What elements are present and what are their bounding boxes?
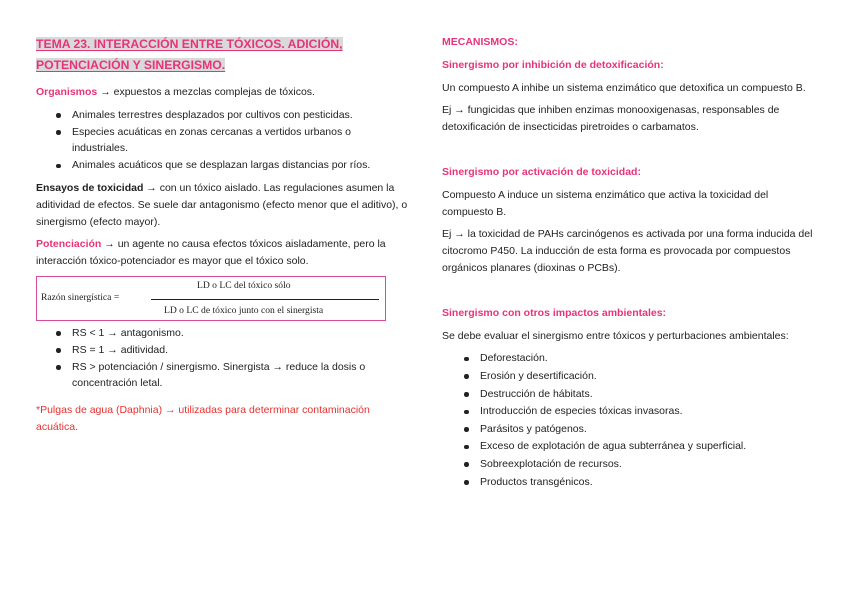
page-title: TEMA 23. INTERACCIÓN ENTRE TÓXICOS. ADICIÓN, POTENCIACIÓN Y SINERGISMO. — [36, 37, 343, 72]
organismos-term: Organismos — [36, 86, 98, 98]
section-heading-activacion: Sinergismo por activación de toxicidad: — [442, 165, 641, 178]
daphnia-note: *Pulgas de agua (Daphnia) → utilizadas para determinar contaminación acuática. — [36, 404, 370, 433]
left-column — [36, 34, 408, 442]
list-item: RS < 1 → antagonismo. — [72, 325, 408, 342]
list-item: Destrucción de hábitats. — [480, 386, 820, 404]
formula-fraction-bar — [151, 299, 379, 300]
rs-list — [36, 325, 408, 392]
mecanismos-heading: MECANISMOS: — [442, 36, 518, 48]
list-item: Deforestación. — [480, 350, 820, 368]
right-column — [442, 34, 820, 497]
ensayos-paragraph — [36, 180, 408, 230]
list-item: Erosión y desertificación. — [480, 368, 820, 386]
list-item: Introducción de especies tóxicas invasoras. — [480, 403, 820, 421]
list-item: Productos transgénicos. — [480, 474, 820, 492]
section-paragraph: Ej → la toxicidad de PAHs carcinógenos es activada por una forma inducida del citocromo P450. La inducción de esta forma es provocada por compuestos orgánicos planares (dioxinas o PCBs). — [442, 228, 813, 274]
section-paragraph: Compuesto A induce un sistema enzimático que activa la toxicidad del compuesto B. — [442, 188, 769, 218]
synergy-ratio-formula — [36, 276, 386, 321]
section-heading-impactos: Sinergismo con otros impactos ambientales: — [442, 306, 667, 319]
organismos-list — [36, 107, 408, 174]
section-heading-inhibicion: Sinergismo por inhibición de detoxificación: — [442, 58, 664, 71]
potenciacion-term: Potenciación — [36, 238, 102, 251]
formula-label: Razón sinergística = — [41, 291, 120, 303]
spacer — [442, 142, 820, 164]
formula-numerator: LD o LC del tóxico sólo — [197, 279, 291, 291]
section-paragraph: Se debe evaluar el sinergismo entre tóxicos y perturbaciones ambientales: — [442, 329, 789, 342]
formula-denominator: LD o LC de tóxico junto con el sinergista — [164, 304, 324, 316]
list-item: RS = 1 → aditividad. — [72, 342, 408, 359]
list-item: Sobreexplotación de recursos. — [480, 456, 820, 474]
potenciacion-paragraph — [36, 236, 408, 270]
list-item: RS > potenciación / sinergismo. Sinergista → reduce la dosis o concentración letal. — [72, 359, 408, 393]
list-item: Animales acuáticos que se desplazan largas distancias por ríos. — [72, 157, 408, 174]
list-item: Especies acuáticas en zonas cercanas a vertidos urbanos o industriales. — [72, 124, 408, 158]
section-paragraph: Un compuesto A inhibe un sistema enzimático que detoxifica un compuesto B. — [442, 81, 806, 94]
organismos-text: → expuestos a mezclas complejas de tóxicos. — [97, 86, 315, 98]
ensayos-text: → con un tóxico aislado. Las regulaciones asumen la aditividad de efectos. Se suele dar antagonismo (efecto menor que el aditivo), o sinergismo (efecto mayor). — [36, 181, 408, 228]
potenciacion-text: → un agente no causa efectos tóxicos aisladamente, pero la interacción tóxico-potenciador es mayor que el tóxico solo. — [36, 238, 386, 268]
impactos-list — [442, 350, 820, 491]
title-block — [36, 34, 408, 76]
list-item: Parásitos y patógenos. — [480, 421, 820, 439]
ensayos-term: Ensayos de toxicidad — [36, 181, 144, 194]
organismos-paragraph — [36, 84, 408, 101]
list-item: Exceso de explotación de agua subterránea y superficial. — [480, 438, 820, 456]
spacer — [442, 283, 820, 305]
section-paragraph: Ej → fungicidas que inhiben enzimas monooxigenasas, responsables de detoxificación de insecticidas piretroides o carbamatos. — [442, 104, 780, 134]
list-item: Animales terrestres desplazados por cultivos con pesticidas. — [72, 107, 408, 124]
